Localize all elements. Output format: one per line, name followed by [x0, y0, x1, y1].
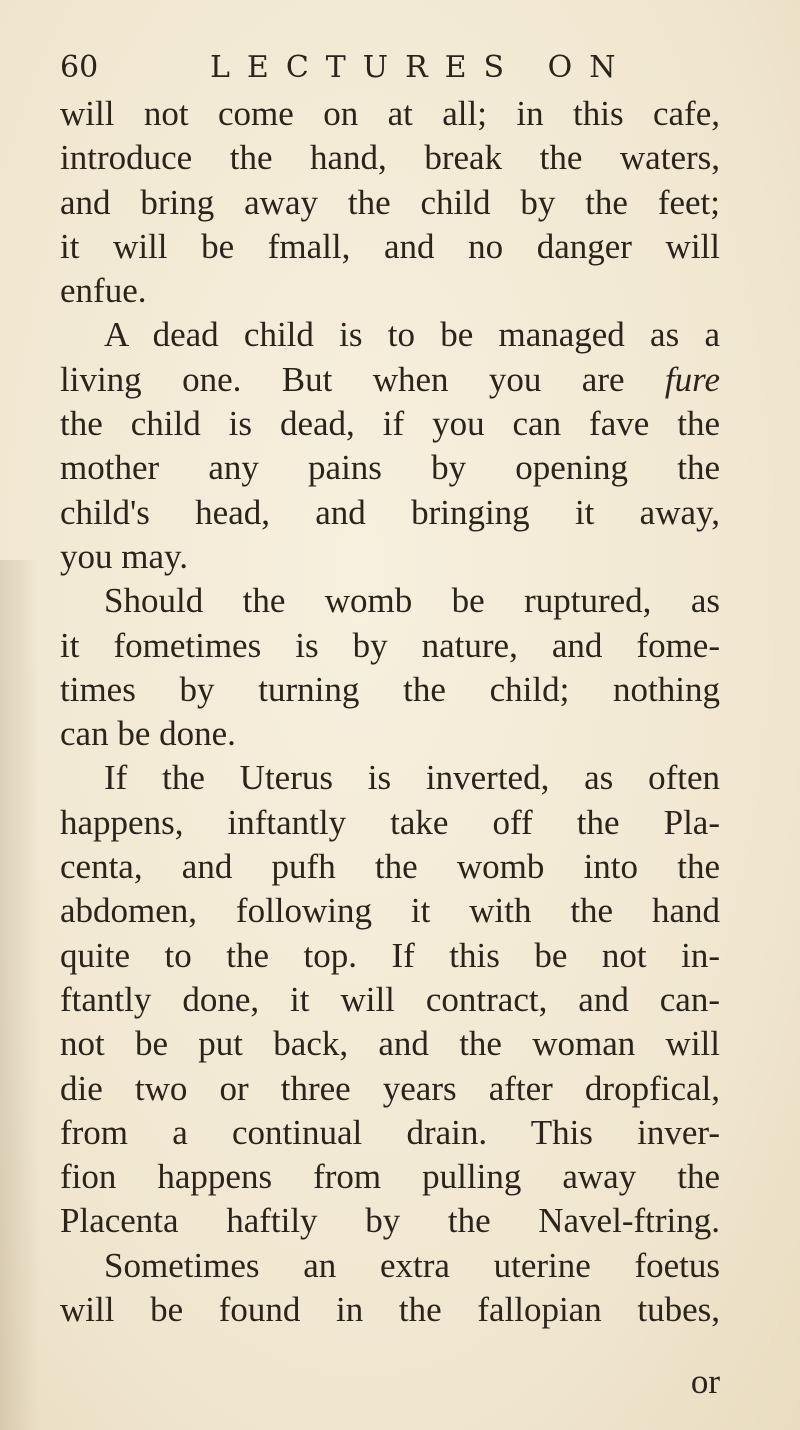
- text-line: will not come on at all; in this cafe,: [60, 94, 720, 133]
- text-line: you may.: [60, 536, 188, 576]
- page-number: 60: [60, 50, 99, 85]
- text-line: and bring away the child by the feet;: [60, 182, 720, 222]
- text-line: introduce the hand, break the waters,: [60, 138, 720, 178]
- text-line: the child is dead, if you can fave the: [60, 404, 720, 444]
- text-line: happens, inftantly take off the Pla-: [60, 802, 720, 842]
- catchword: or: [690, 1362, 720, 1401]
- text-line-with-italic: [60, 358, 720, 402]
- running-head: LECTURES ON: [210, 50, 633, 85]
- text-line: ftantly done, it will contract, and can-: [60, 979, 720, 1019]
- text-line: will be found in the fallopian tubes,: [60, 1290, 720, 1330]
- text-line: abdomen, following it with the hand: [60, 891, 720, 931]
- italic-word: fure: [664, 359, 720, 399]
- text-line: it fometimes is by nature, and fome-: [60, 625, 720, 665]
- text-line: Should the womb be ruptured, as: [104, 581, 720, 621]
- text-line: fion happens from pulling away the: [60, 1157, 720, 1197]
- text-line: it will be fmall, and no danger will: [60, 226, 720, 266]
- text-line: die two or three years after dropfical,: [60, 1068, 720, 1108]
- text-line: centa, and pufh the womb into the: [60, 847, 720, 887]
- text-line: can be done.: [60, 714, 236, 754]
- text-line: times by turning the child; nothing: [60, 669, 720, 709]
- gutter-shadow: [0, 560, 40, 1430]
- text-line: enfue.: [60, 271, 147, 311]
- text-line: mother any pains by opening the: [60, 448, 720, 488]
- text-line: Placenta haftily by the Navel-ftring.: [60, 1201, 720, 1241]
- text-line: not be put back, and the woman will: [60, 1024, 720, 1064]
- text-line: If the Uterus is inverted, as often: [104, 758, 720, 798]
- text-line: from a continual drain. This inver-: [60, 1112, 720, 1152]
- body-text: [60, 92, 720, 1332]
- text-line: quite to the top. If this be not in-: [60, 935, 720, 975]
- text-line: child's head, and bringing it away,: [60, 492, 720, 532]
- text-line: A dead child is to be managed as a: [104, 315, 720, 355]
- text-segment: living one. But when you are: [60, 359, 625, 399]
- page-header: [60, 48, 740, 88]
- text-line: Sometimes an extra uterine foetus: [104, 1245, 720, 1285]
